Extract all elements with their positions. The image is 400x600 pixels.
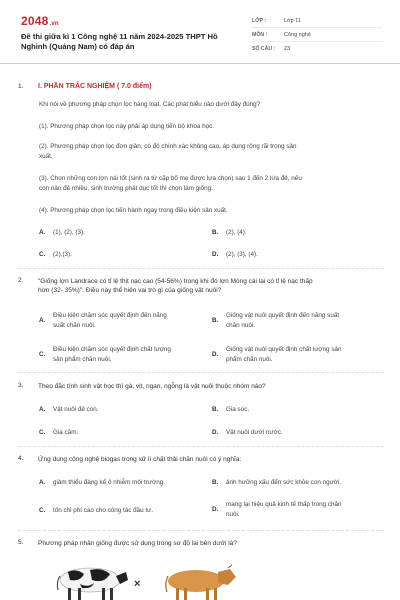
option-text: (1), (2), (3). [53, 229, 85, 236]
meta-class-row [252, 14, 382, 28]
option-letter: B. [212, 229, 219, 236]
question-divider [18, 268, 384, 269]
option-letter: B. [212, 479, 219, 486]
option-letter: D. [212, 350, 219, 358]
option-text-line2: phẩm chăn nuôi. [226, 355, 273, 363]
question-divider [18, 530, 384, 531]
q3-option-c[interactable] [39, 428, 203, 438]
question-text: Phương pháp nhân giống được sử dụng trong sơ đồ lai bên dưới là? [38, 540, 237, 547]
option-text: giảm thiểu đáng kể ô nhiễm môi trường. [53, 479, 165, 486]
q4-option-c[interactable] [39, 506, 203, 516]
exam-title: Đề thi giữa kì 1 Công nghệ 11 năm 2024-2025 THPT Hồ Nghinh (Quảng Nam) có đáp án [21, 32, 218, 51]
option-text: ảnh hưởng xấu đến sức khỏe con người. [226, 479, 342, 486]
question-number: 5. [18, 539, 24, 546]
option-text: (2),(3). [53, 251, 72, 258]
option-text: Vật nuôi dưới nước. [226, 429, 283, 436]
q1-option-d[interactable] [212, 250, 376, 260]
option-text [226, 345, 376, 364]
meta-count-label: SỐ CÂU : [252, 46, 276, 52]
option-letter: C. [39, 429, 46, 436]
page-header [0, 0, 400, 64]
option-text-line2: nuôi. [226, 510, 240, 518]
statement-1: (1). Phương pháp chọn lọc này phải áp dụng tiến bộ khoa học. [39, 123, 214, 130]
q3-option-d[interactable] [212, 428, 376, 438]
option-letter: C. [39, 350, 46, 358]
q2-option-b[interactable] [212, 311, 376, 330]
meta-class-label: LỚP : [252, 17, 267, 24]
question-1 [18, 83, 384, 90]
meta-subject-row [252, 28, 382, 42]
option-letter: A. [39, 229, 46, 236]
option-text-line2: chăn nuôi. [226, 321, 256, 329]
question-text: Theo đặc tính sinh vật học thì gà, vịt, ngan, ngỗng là vật nuôi thuộc nhóm nào? [38, 383, 266, 390]
question-number: 2. [18, 277, 24, 284]
option-text: Vật nuôi đẻ con. [53, 406, 99, 413]
meta-subject-label: MÔN : [252, 31, 268, 38]
meta-subject-value[interactable]: Công nghệ [284, 31, 311, 38]
statement-3-line2: con nào đẻ nhiều, sinh trưởng phát dục tốt thì chọn làm giống. [39, 185, 213, 192]
question-text: Khi nói về phương pháp chọn lọc hàng loạt. Các phát biểu nào dưới đây đúng? [39, 101, 261, 108]
option-letter: B. [212, 406, 219, 413]
meta-class-value[interactable]: Lớp 11 [284, 17, 301, 24]
option-letter: D. [212, 505, 219, 513]
option-text-line1: Điều kiện chăm sóc quyết định chất lượng [53, 346, 171, 353]
question-number: 4. [18, 455, 24, 462]
option-letter: D. [212, 429, 219, 436]
section-title: I. PHẦN TRẮC NGHIỆM ( 7.0 điểm) [38, 83, 152, 90]
site-logo[interactable] [21, 14, 59, 28]
question-text: Ứng dụng công nghệ biogas trong xử lí chất thải chăn nuôi có ý nghĩa: [38, 456, 242, 463]
question-divider [18, 372, 384, 373]
option-text-line2: suất chăn nuôi. [53, 321, 96, 329]
option-text: Gia súc. [226, 406, 250, 413]
option-letter: C. [39, 507, 46, 514]
option-letter: B. [212, 316, 219, 324]
q2-option-a[interactable] [39, 311, 203, 330]
question-text-line1: "Giống lợn Landrace có tỉ lệ thịt nạc cao (54-56%) trong khi đó lợn Móng cái lại có tỉ lệ nạc thấp [38, 278, 313, 285]
cross-symbol: × [134, 578, 141, 590]
option-text-line2: sản phẩm chăn nuôi. [53, 355, 112, 363]
holstein-cow-image [50, 562, 130, 600]
option-text-line1: Giống vật nuôi quyết định đến năng suất [226, 312, 340, 319]
option-text: Gia cầm. [53, 429, 79, 436]
option-letter: A. [39, 479, 46, 486]
option-text-line1: mang lại hiệu quả kinh tế thấp trong chăn [226, 501, 342, 508]
option-letter: A. [39, 406, 46, 413]
brown-cow-image [160, 564, 238, 600]
q1-option-b[interactable] [212, 228, 376, 238]
question-number: 3. [18, 382, 24, 389]
option-letter: D. [212, 251, 219, 258]
q2-option-d[interactable] [212, 345, 376, 364]
option-text [53, 345, 203, 364]
q1-option-a[interactable] [39, 228, 203, 238]
question-2 [18, 277, 384, 296]
option-text-line1: Giống vật nuôi quyết định chất lượng sản [226, 346, 342, 353]
exam-meta [252, 14, 382, 56]
option-text [226, 500, 376, 519]
option-text [226, 311, 376, 330]
statement-2-line2: xuất. [39, 153, 53, 160]
option-text: tốn chi phí cao cho công tác đầu tư. [53, 507, 154, 514]
question-divider [18, 446, 384, 447]
option-letter: A. [39, 316, 46, 324]
option-text [53, 311, 203, 330]
meta-count-value: 23 [284, 46, 291, 52]
question-number: 1. [18, 83, 24, 90]
q4-option-a[interactable] [39, 478, 203, 488]
option-letter: C. [39, 251, 46, 258]
logo-domain: .vn [49, 21, 59, 27]
q4-option-d[interactable] [212, 500, 376, 519]
q1-option-c[interactable] [39, 250, 203, 260]
option-text: (2), (4). [226, 229, 247, 236]
q3-option-a[interactable] [39, 405, 203, 415]
logo-text: 2048 [21, 14, 49, 28]
question-4 [18, 455, 384, 464]
q2-option-c[interactable] [39, 345, 203, 364]
statement-4: (4). Phương pháp chọn lọc tiến hành ngay trong điều kiện sản xuất. [39, 207, 228, 214]
question-5 [18, 539, 384, 548]
meta-count-row [252, 42, 382, 56]
q3-option-b[interactable] [212, 405, 376, 415]
option-text: (2), (3), (4). [226, 251, 258, 258]
option-text-line1: Điều kiện chăm sóc quyết định đến năng [53, 312, 167, 319]
statement-3-line1: (3). Chọn những con lợn nái tốt (sinh ra từ cặp bố mẹ được lựa chọn) sau 1 đến 2 lứa đẻ, nếu [39, 175, 302, 182]
q4-option-b[interactable] [212, 478, 376, 488]
question-text-line2: hơn (32- 35%)". Điều này thể hiện vai trò gì của giống vật nuôi? [38, 287, 222, 295]
question-3 [18, 382, 384, 391]
statement-2-line1: (2). Phương pháp chọn lọc đơn giản, có độ chính xác không cao, áp dụng rộng rãi trong sản [39, 143, 297, 150]
